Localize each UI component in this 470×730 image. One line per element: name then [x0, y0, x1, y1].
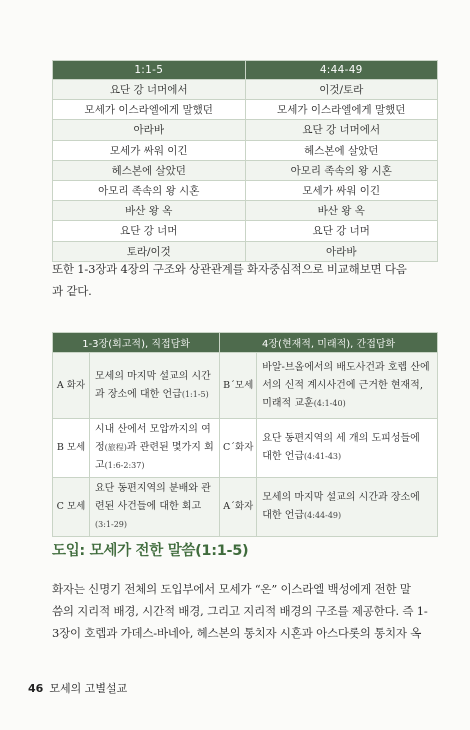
table-header-row — [53, 333, 438, 353]
scripture-reference: (1:1-5) — [181, 389, 209, 399]
table-cell: 헤스본에 살았던 — [53, 160, 246, 180]
scripture-reference: (3:1-29) — [95, 520, 127, 529]
running-title: 모세의 고별설교 — [49, 682, 128, 695]
table-cell — [257, 419, 438, 478]
table-cell: 요단 강 너머에서 — [245, 120, 438, 140]
table-cell — [257, 478, 438, 537]
speaker-label: A 화자 — [53, 353, 90, 419]
column-header: 4장(현재적, 미래적), 간접담화 — [220, 333, 438, 353]
body-paragraph — [52, 578, 440, 644]
table-row — [53, 353, 438, 419]
table-cell: 모세가 싸워 이긴 — [53, 140, 246, 160]
table-row — [53, 419, 438, 478]
speaker-label: A´화자 — [220, 478, 257, 537]
table-cell — [90, 419, 220, 478]
table-cell: 아모리 족속의 왕 시혼 — [53, 180, 246, 200]
page-number: 46 — [28, 682, 44, 695]
scripture-reference: (4:41-43) — [304, 452, 342, 461]
paragraph-line: 과 같다. — [52, 284, 92, 298]
table-cell: 아모리 족속의 왕 시혼 — [245, 160, 438, 180]
table-row — [53, 160, 438, 180]
speaker-label: B 모세 — [53, 419, 90, 478]
table-row — [53, 100, 438, 120]
table-cell: 토라/이것 — [53, 241, 246, 261]
table-row — [53, 80, 438, 100]
table-row — [53, 140, 438, 160]
table-cell: 아라바 — [53, 120, 246, 140]
table-cell: 헤스본에 살았던 — [245, 140, 438, 160]
speaker-label: C´화자 — [220, 419, 257, 478]
table-cell: 바산 왕 옥 — [53, 201, 246, 221]
cell-text: 요단 동편지역의 세 개의 도피성들에 대한 언급 — [262, 433, 420, 462]
column-header: 4:44-49 — [245, 61, 438, 80]
table-cell: 이것/토라 — [245, 80, 438, 100]
hanja-annotation: (旅程) — [104, 443, 127, 452]
table-cell: 모세가 싸워 이긴 — [245, 180, 438, 200]
scripture-reference: (4:44-49) — [304, 511, 342, 520]
paragraph-line: 또한 1-3장과 4장의 구조와 상관관계를 화자중심적으로 비교해보면 다음 — [52, 262, 407, 276]
cell-text: 모세의 마지막 설교의 시간과 장소에 대한 언급 — [262, 492, 420, 521]
cell-text: 과 관련된 몇가지 회고 — [95, 442, 214, 471]
scripture-reference: (4:1-40) — [313, 398, 346, 408]
cell-text: 시내 산에서 모압까지의 여정 — [95, 424, 211, 453]
table-cell: 아라바 — [245, 241, 438, 261]
paragraph-line: 씀의 지리적 배경, 시간적 배경, 그리고 지리적 배경의 구조를 제공한다. 즉 1- — [52, 604, 428, 618]
scripture-reference: (1:6-2:37) — [104, 461, 145, 470]
page-footer — [28, 680, 127, 696]
cell-text: 요단 동편지역의 분배와 관련된 사건들에 대한 회고 — [95, 483, 211, 512]
table-cell — [90, 353, 220, 419]
paragraph-line: 화자는 신명기 전체의 도입부에서 모세가 “온” 이스라엘 백성에게 전한 말 — [52, 582, 411, 596]
table-row — [53, 120, 438, 140]
speaker-structure-table — [52, 332, 438, 537]
intro-paragraph — [52, 258, 440, 302]
cell-text: 바알-브올에서의 배도사건과 호렙 산에서의 신적 계시사건에 근거한 현재적, 미래적 교훈 — [262, 361, 430, 409]
table-cell: 모세가 이스라엘에게 말했던 — [245, 100, 438, 120]
table-row — [53, 221, 438, 241]
table-cell — [90, 478, 220, 537]
column-header: 1:1-5 — [53, 61, 246, 80]
table-cell: 요단 강 너머 — [245, 221, 438, 241]
table-row — [53, 180, 438, 200]
speaker-label: C 모세 — [53, 478, 90, 537]
column-header: 1-3장(회고적), 직접담화 — [53, 333, 220, 353]
table-cell: 모세가 이스라엘에게 말했던 — [53, 100, 246, 120]
paragraph-line: 3장이 호렙과 가데스-바네아, 헤스본의 통치자 시혼과 아스다롯의 통치자 옥 — [52, 626, 422, 640]
speaker-label: B´모세 — [220, 353, 257, 419]
table-cell: 요단 강 너머 — [53, 221, 246, 241]
table-cell — [257, 353, 438, 419]
geography-comparison-table — [52, 60, 438, 262]
section-heading: 도입: 모세가 전한 말씀(1:1-5) — [52, 543, 249, 559]
cell-text: 모세의 마지막 설교의 시간과 장소에 대한 언급 — [95, 370, 211, 400]
table-row — [53, 201, 438, 221]
table-header-row — [53, 61, 438, 80]
table-cell: 바산 왕 옥 — [245, 201, 438, 221]
table-row — [53, 478, 438, 537]
table-cell: 요단 강 너머에서 — [53, 80, 246, 100]
